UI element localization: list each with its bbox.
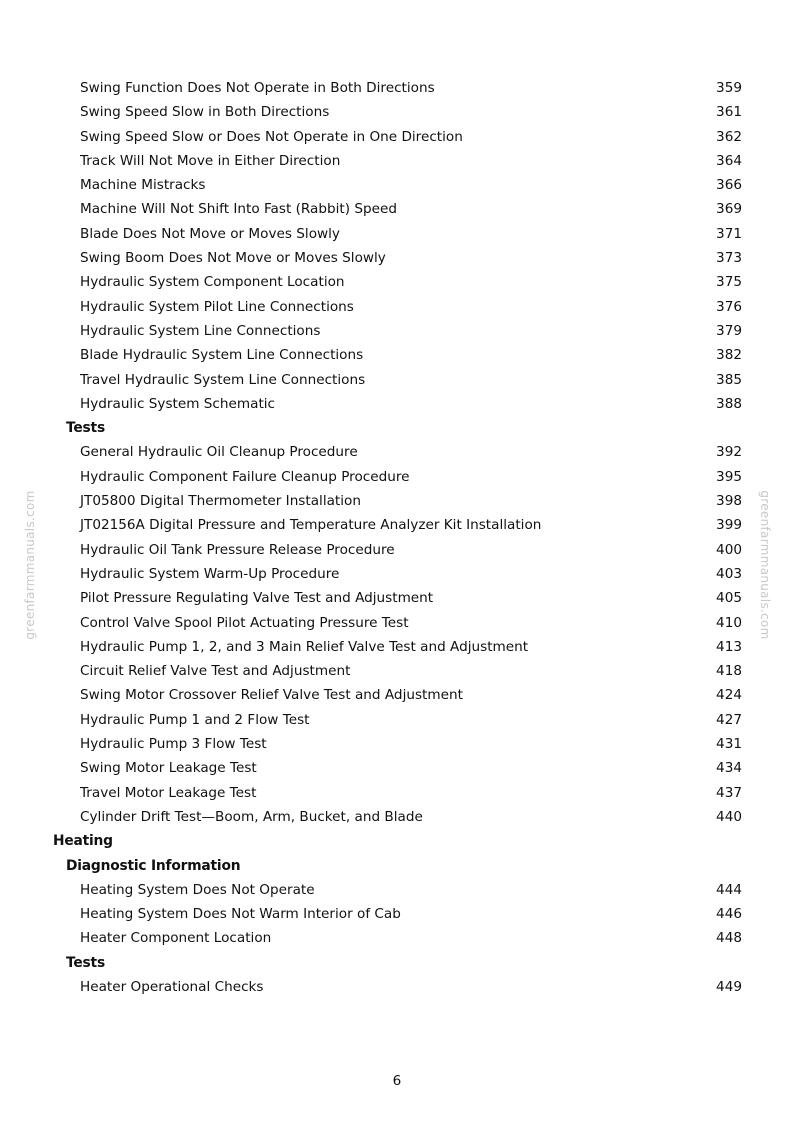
- toc-entry-page-number: 449: [716, 978, 742, 995]
- toc-entry-title: Hydraulic Oil Tank Pressure Release Procedure: [80, 541, 395, 558]
- toc-entry[interactable]: [0, 100, 794, 124]
- toc-entry-title: Hydraulic System Pilot Line Connections: [80, 298, 354, 315]
- toc-entry-page-number: 388: [716, 395, 742, 412]
- toc-entry-title: Hydraulic Pump 1, 2, and 3 Main Relief Valve Test and Adjustment: [80, 638, 529, 655]
- toc-entry-title: JT05800 Digital Thermometer Installation: [80, 493, 361, 510]
- toc-entry[interactable]: [0, 149, 794, 173]
- toc-entry[interactable]: [0, 368, 794, 392]
- toc-entry[interactable]: [0, 975, 794, 999]
- toc-entry-page-number: 405: [716, 590, 742, 607]
- toc-entry-title: Heater Component Location: [80, 930, 272, 947]
- toc-entry[interactable]: [0, 343, 794, 367]
- toc-entry[interactable]: [0, 295, 794, 319]
- toc-entry-title: General Hydraulic Oil Cleanup Procedure: [80, 444, 358, 461]
- toc-entry-title: Hydraulic System Line Connections: [80, 322, 321, 339]
- toc-entry-page-number: 385: [716, 371, 742, 388]
- toc-entry-page-number: 373: [716, 250, 742, 267]
- toc-entry-page-number: 403: [716, 565, 742, 582]
- toc-entry-title: Heating: [53, 833, 113, 850]
- toc-entry[interactable]: [0, 659, 794, 683]
- toc-entry[interactable]: [0, 76, 794, 100]
- toc-entry[interactable]: [0, 173, 794, 197]
- toc-entry-title: Heater Operational Checks: [80, 978, 264, 995]
- toc-entry-page-number: 395: [716, 468, 742, 485]
- toc-entry-title: Heating System Does Not Warm Interior of Cab: [80, 906, 401, 923]
- toc-entry-page-number: 398: [716, 493, 742, 510]
- toc-entry[interactable]: [0, 538, 794, 562]
- toc-entry-page-number: 392: [716, 444, 742, 461]
- toc-entry-title: Control Valve Spool Pilot Actuating Pressure Test: [80, 614, 409, 631]
- toc-entry[interactable]: [0, 878, 794, 902]
- toc-entry-page-number: 379: [716, 322, 742, 339]
- toc-entry[interactable]: [0, 562, 794, 586]
- toc-entry-title: Hydraulic Component Failure Cleanup Procedure: [80, 468, 410, 485]
- toc-entry[interactable]: [0, 513, 794, 537]
- toc-entry-page-number: 366: [716, 177, 742, 194]
- toc-entry-title: Swing Motor Leakage Test: [80, 760, 257, 777]
- toc-entry-title: Swing Motor Crossover Relief Valve Test and Adjustment: [80, 687, 463, 704]
- toc-entry[interactable]: [0, 781, 794, 805]
- toc-entry-title: Machine Mistracks: [80, 177, 206, 194]
- toc-entry-title: Blade Hydraulic System Line Connections: [80, 347, 364, 364]
- toc-entry[interactable]: [0, 902, 794, 926]
- toc-entry-page-number: 362: [716, 128, 742, 145]
- toc-entry[interactable]: [0, 635, 794, 659]
- toc-entry[interactable]: [0, 732, 794, 756]
- toc-entry[interactable]: [0, 805, 794, 829]
- toc-entry-title: JT02156A Digital Pressure and Temperature Analyzer Kit Installation: [80, 517, 542, 534]
- watermark-right: greenfarmmanuals.com: [758, 490, 772, 640]
- toc-entry[interactable]: [0, 222, 794, 246]
- toc-entry[interactable]: [0, 440, 794, 464]
- toc-subheading: [0, 951, 794, 975]
- toc-entry-page-number: 364: [716, 152, 742, 169]
- toc-entry[interactable]: [0, 465, 794, 489]
- toc-entry-title: Swing Function Does Not Operate in Both Directions: [80, 80, 435, 96]
- toc-entry[interactable]: [0, 392, 794, 416]
- toc-entry-page-number: 410: [716, 614, 742, 631]
- toc-entry-page-number: 361: [716, 104, 742, 121]
- toc-entry[interactable]: [0, 926, 794, 950]
- toc-entry-title: Swing Speed Slow or Does Not Operate in One Direction: [80, 128, 463, 145]
- toc-entry-page-number: 448: [716, 930, 742, 947]
- table-of-contents: [0, 76, 794, 999]
- toc-entry-page-number: 440: [716, 808, 742, 825]
- toc-entry-page-number: 400: [716, 541, 742, 558]
- toc-entry-title: Blade Does Not Move or Moves Slowly: [80, 225, 340, 242]
- toc-entry-page-number: 382: [716, 347, 742, 364]
- toc-entry[interactable]: [0, 586, 794, 610]
- toc-entry-title: Tests: [66, 954, 105, 971]
- toc-entry[interactable]: [0, 197, 794, 221]
- toc-subheading: [0, 416, 794, 440]
- watermark-left: greenfarmmanuals.com: [23, 490, 37, 640]
- toc-entry[interactable]: [0, 756, 794, 780]
- toc-entry-title: Track Will Not Move in Either Direction: [80, 152, 341, 169]
- toc-entry-title: Swing Speed Slow in Both Directions: [80, 104, 330, 121]
- toc-entry[interactable]: [0, 489, 794, 513]
- toc-entry-title: Cylinder Drift Test—Boom, Arm, Bucket, and Blade: [80, 808, 423, 825]
- toc-entry-page-number: 434: [716, 760, 742, 777]
- toc-entry-page-number: 446: [716, 906, 742, 923]
- toc-entry[interactable]: [0, 683, 794, 707]
- toc-entry-title: Hydraulic Pump 3 Flow Test: [80, 736, 267, 753]
- toc-entry-title: Travel Motor Leakage Test: [80, 784, 257, 801]
- toc-heading: [0, 829, 794, 853]
- toc-entry-title: Travel Hydraulic System Line Connections: [80, 371, 366, 388]
- toc-entry-title: Heating System Does Not Operate: [80, 881, 315, 898]
- toc-entry[interactable]: [0, 708, 794, 732]
- toc-entry-page-number: 431: [716, 736, 742, 753]
- toc-entry-title: Circuit Relief Valve Test and Adjustment: [80, 663, 351, 680]
- toc-entry-page-number: 369: [716, 201, 742, 218]
- toc-entry[interactable]: [0, 125, 794, 149]
- toc-entry-page-number: 437: [716, 784, 742, 801]
- toc-entry-page-number: 427: [716, 711, 742, 728]
- toc-entry-page-number: 418: [716, 663, 742, 680]
- toc-entry-page-number: 376: [716, 298, 742, 315]
- toc-entry-title: Diagnostic Information: [66, 857, 241, 874]
- toc-entry-title: Pilot Pressure Regulating Valve Test and Adjustment: [80, 590, 434, 607]
- toc-entry-page-number: 399: [716, 517, 742, 534]
- toc-entry-title: Hydraulic System Schematic: [80, 395, 276, 412]
- toc-subheading: [0, 854, 794, 878]
- toc-entry-page-number: 359: [716, 80, 742, 96]
- page-number: 6: [392, 1073, 402, 1089]
- toc-entry-page-number: 413: [716, 638, 742, 655]
- toc-entry-page-number: 424: [716, 687, 742, 704]
- toc-entry[interactable]: [0, 611, 794, 635]
- toc-entry-page-number: 371: [716, 225, 742, 242]
- toc-entry-title: Hydraulic System Component Location: [80, 274, 345, 291]
- toc-entry-title: Swing Boom Does Not Move or Moves Slowly: [80, 250, 386, 267]
- toc-entry-title: Machine Will Not Shift Into Fast (Rabbit) Speed: [80, 201, 397, 218]
- toc-entry-page-number: 444: [716, 881, 742, 898]
- toc-entry[interactable]: [0, 270, 794, 294]
- toc-entry[interactable]: [0, 246, 794, 270]
- toc-entry-title: Hydraulic Pump 1 and 2 Flow Test: [80, 711, 310, 728]
- toc-entry[interactable]: [0, 319, 794, 343]
- toc-entry-page-number: 375: [716, 274, 742, 291]
- toc-entry-title: Tests: [66, 420, 105, 437]
- toc-entry-title: Hydraulic System Warm-Up Procedure: [80, 565, 340, 582]
